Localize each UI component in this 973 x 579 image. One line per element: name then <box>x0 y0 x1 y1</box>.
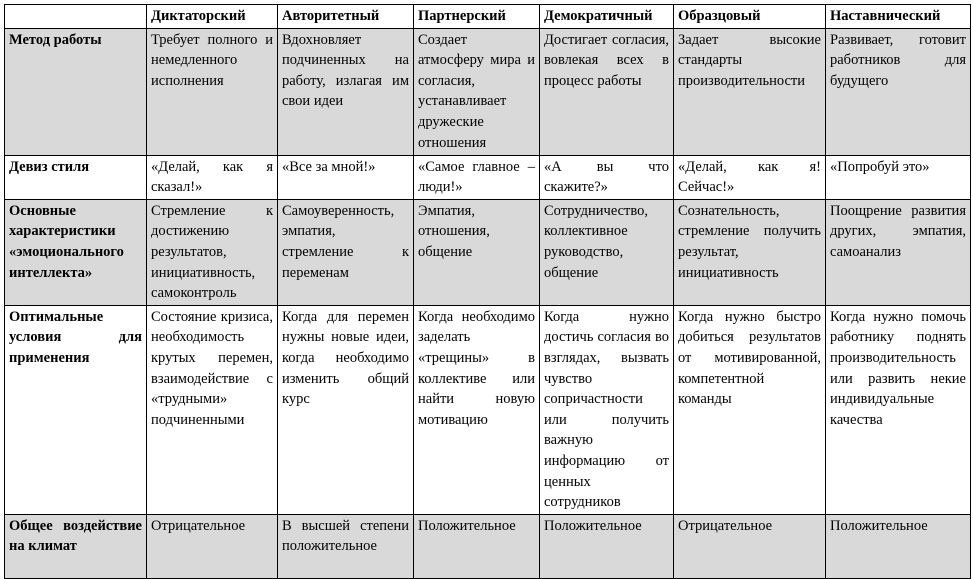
table-cell: Когда необходимо заделать «трещины» в коллективе или найти новую мотивацию <box>414 305 540 514</box>
table-cell: Достигает согласия, вовлекая всех в процесс работы <box>540 28 674 155</box>
row-optimal-conditions <box>5 305 971 514</box>
table-cell: Сознательность, стремление получить результат, инициативность <box>674 199 826 305</box>
table-cell: Положительное <box>414 514 540 578</box>
row-label: Общее воздействие на климат <box>5 514 147 578</box>
table-cell: «Самое главное – люди!» <box>414 155 540 199</box>
table-cell: В высшей степени положительное <box>278 514 414 578</box>
table-cell: Положительное <box>540 514 674 578</box>
table-cell: Сотрудничество, коллективное руководство, общение <box>540 199 674 305</box>
row-climate-impact <box>5 514 971 578</box>
table-cell: Поощрение развития других, эмпатия, самоанализ <box>826 199 971 305</box>
table-cell: Эмпатия, отношения, общение <box>414 199 540 305</box>
row-label: Девиз стиля <box>5 155 147 199</box>
table-cell: «Попробуй это» <box>826 155 971 199</box>
table-cell: Когда нужно достичь согласия во взглядах, вызвать чувство сопричастности или получить важную информацию от ценных сотрудников <box>540 305 674 514</box>
row-work-method <box>5 28 971 155</box>
header-authoritative: Авторитетный <box>278 5 414 29</box>
table-cell: Вдохновляет подчиненных на работу, излагая им свои идеи <box>278 28 414 155</box>
row-ei-characteristics <box>5 199 971 305</box>
table-cell: Задает высокие стандарты производительности <box>674 28 826 155</box>
header-pacesetting: Образцовый <box>674 5 826 29</box>
row-label: Основные характеристики «эмоционального интеллекта» <box>5 199 147 305</box>
table-cell: Состояние кризиса, необходимость крутых перемен, взаимодействие с «трудными» подчиненными <box>147 305 278 514</box>
header-row <box>5 5 971 29</box>
leadership-styles-table <box>4 4 971 579</box>
table-cell: Когда для перемен нужны новые идеи, когда необходимо изменить общий курс <box>278 305 414 514</box>
row-style-motto <box>5 155 971 199</box>
table-cell: Когда нужно помочь работнику поднять производительность или развить некие индивидуальные качества <box>826 305 971 514</box>
row-label: Оптимальные условия для применения <box>5 305 147 514</box>
table-cell: «Делай, как я! Сейчас!» <box>674 155 826 199</box>
table-cell: Положительное <box>826 514 971 578</box>
table-cell: Когда нужно быстро добиться результатов от мотивированной, компетентной команды <box>674 305 826 514</box>
table-cell: Создает атмосферу мира и согласия, устанавливает дружеские отношения <box>414 28 540 155</box>
header-affiliative: Партнерский <box>414 5 540 29</box>
table-cell: Развивает, готовит работников для будущего <box>826 28 971 155</box>
header-democratic: Демократичный <box>540 5 674 29</box>
header-coaching: Наставнический <box>826 5 971 29</box>
table-cell: Стремление к достижению результатов, инициативность, самоконтроль <box>147 199 278 305</box>
table-cell: «А вы что скажите?» <box>540 155 674 199</box>
table-cell: Самоуверенность, эмпатия, стремление к переменам <box>278 199 414 305</box>
table-cell: «Все за мной!» <box>278 155 414 199</box>
header-corner <box>5 5 147 29</box>
table-cell: «Делай, как я сказал!» <box>147 155 278 199</box>
row-label: Метод работы <box>5 28 147 155</box>
header-dictatorial: Диктаторский <box>147 5 278 29</box>
table-cell: Отрицательное <box>674 514 826 578</box>
table-cell: Отрицательное <box>147 514 278 578</box>
table-cell: Требует полного и немедленного исполнения <box>147 28 278 155</box>
